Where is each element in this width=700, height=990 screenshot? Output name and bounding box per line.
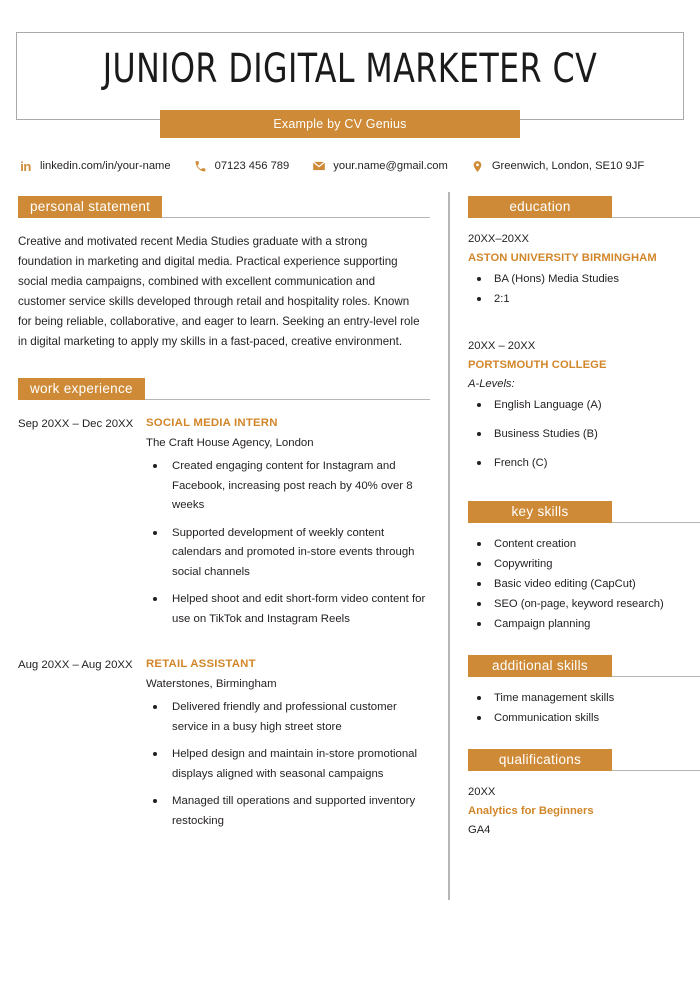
contact-linkedin-text: linkedin.com/in/your-name <box>40 160 171 172</box>
job-bullet: Managed till operations and supported inventory restocking <box>146 792 430 831</box>
job-entry <box>18 655 430 839</box>
education-bullet: English Language (A) <box>468 396 700 415</box>
spacer <box>468 489 700 501</box>
section-heading-work-experience <box>18 378 430 400</box>
section-heading-additional-skills <box>468 655 700 677</box>
linkedin-icon: in <box>20 158 31 174</box>
left-column <box>18 196 430 857</box>
contact-location-text: Greenwich, London, SE10 9JF <box>491 160 645 172</box>
contact-location <box>470 159 644 174</box>
job-bullets <box>146 698 430 831</box>
additional-skills-list <box>468 689 700 728</box>
email-icon <box>311 159 326 174</box>
contact-email[interactable] <box>311 159 448 174</box>
phone-icon <box>193 159 208 174</box>
qualification-entry <box>468 783 700 840</box>
column-divider <box>448 192 450 900</box>
job-bullets <box>146 457 430 629</box>
job-bullet: Helped design and maintain in-store promotional displays aligned with seasonal campaigns <box>146 745 430 784</box>
job-title: SOCIAL MEDIA INTERN <box>146 417 278 429</box>
job-bullet: Supported development of weekly content calendars and promoted in-store events through social channels <box>146 524 430 583</box>
education-school: ASTON UNIVERSITY BIRMINGHAM <box>468 252 657 264</box>
key-skills-list <box>468 535 700 634</box>
contact-phone[interactable] <box>193 159 290 174</box>
qualification-date: 20XX <box>468 786 496 798</box>
spacer <box>468 635 700 655</box>
right-column <box>468 196 700 840</box>
personal-statement-body: Creative and motivated recent Media Studies graduate with a strong foundation in marketing and digital media. Practical experience supporting social media campaigns, combined with excellent communication and customer service skills developed through retail and hospitality roles. Known for being reliable, collaborative, and eager to learn. Seeking an entry-level role in digital marketing to apply my skills in a fast-paced, creative environment. <box>18 235 420 348</box>
education-dates: 20XX – 20XX <box>468 340 536 352</box>
qualification-code: GA4 <box>468 824 491 836</box>
education-bullet: French (C) <box>468 454 700 473</box>
location-icon <box>470 159 485 174</box>
additional-skill-item: Time management skills <box>468 689 700 708</box>
key-skill-item: Content creation <box>468 535 700 554</box>
section-rule <box>145 399 430 401</box>
job-detail <box>146 655 430 839</box>
job-company: The Craft House Agency, London <box>146 437 314 449</box>
section-rule <box>612 676 700 678</box>
section-heading-qualifications <box>468 749 700 771</box>
spacer <box>468 729 700 749</box>
section-rule <box>612 770 700 772</box>
contact-email-text: your.name@gmail.com <box>333 160 448 172</box>
section-label-qualifications: qualifications <box>468 749 612 771</box>
key-skill-item: SEO (on-page, keyword research) <box>468 595 700 614</box>
education-subtitle: A-Levels: <box>468 378 515 390</box>
contact-bar <box>18 156 686 176</box>
job-bullet: Created engaging content for Instagram and Facebook, increasing post reach by 40% over 8 weeks <box>146 457 430 516</box>
education-school: PORTSMOUTH COLLEGE <box>468 359 607 371</box>
section-label-key-skills: key skills <box>468 501 612 523</box>
education-entry <box>468 230 700 309</box>
key-skill-item: Copywriting <box>468 555 700 574</box>
job-dates: Sep 20XX – Dec 20XX <box>18 418 134 430</box>
section-heading-personal-statement <box>18 196 430 218</box>
education-entry <box>468 337 700 473</box>
education-bullet: BA (Hons) Media Studies <box>468 270 700 289</box>
education-dates: 20XX–20XX <box>468 233 529 245</box>
job-bullet: Helped shoot and edit short-form video content for use on TikTok and Instagram Reels <box>146 590 430 629</box>
example-banner: Example by CV Genius <box>160 110 520 138</box>
key-skill-item: Campaign planning <box>468 615 700 634</box>
job-company: Waterstones, Birmingham <box>146 678 277 690</box>
section-label-additional-skills: additional skills <box>468 655 612 677</box>
key-skill-item: Basic video editing (CapCut) <box>468 575 700 594</box>
section-label-education: education <box>468 196 612 218</box>
education-bullet: Business Studies (B) <box>468 425 700 444</box>
job-detail <box>146 414 430 637</box>
contact-phone-text: 07123 456 789 <box>214 160 290 172</box>
section-heading-education <box>468 196 700 218</box>
section-rule <box>612 217 700 219</box>
section-label-personal-statement: personal statement <box>18 196 162 218</box>
job-bullet: Delivered friendly and professional customer service in a busy high street store <box>146 698 430 737</box>
section-rule <box>162 217 430 219</box>
contact-linkedin[interactable] <box>18 159 171 174</box>
section-heading-key-skills <box>468 501 700 523</box>
page-title: JUNIOR DIGITAL MARKETER CV <box>102 46 598 92</box>
education-bullet: 2:1 <box>468 290 700 309</box>
education-bullets <box>468 396 700 473</box>
spacer <box>468 325 700 337</box>
job-entry <box>18 414 430 637</box>
qualification-name: Analytics for Beginners <box>468 805 594 817</box>
section-rule <box>612 522 700 524</box>
additional-skill-item: Communication skills <box>468 709 700 728</box>
section-label-work-experience: work experience <box>18 378 145 400</box>
job-dates: Aug 20XX – Aug 20XX <box>18 659 133 671</box>
education-bullets <box>468 270 700 309</box>
job-title: RETAIL ASSISTANT <box>146 658 256 670</box>
